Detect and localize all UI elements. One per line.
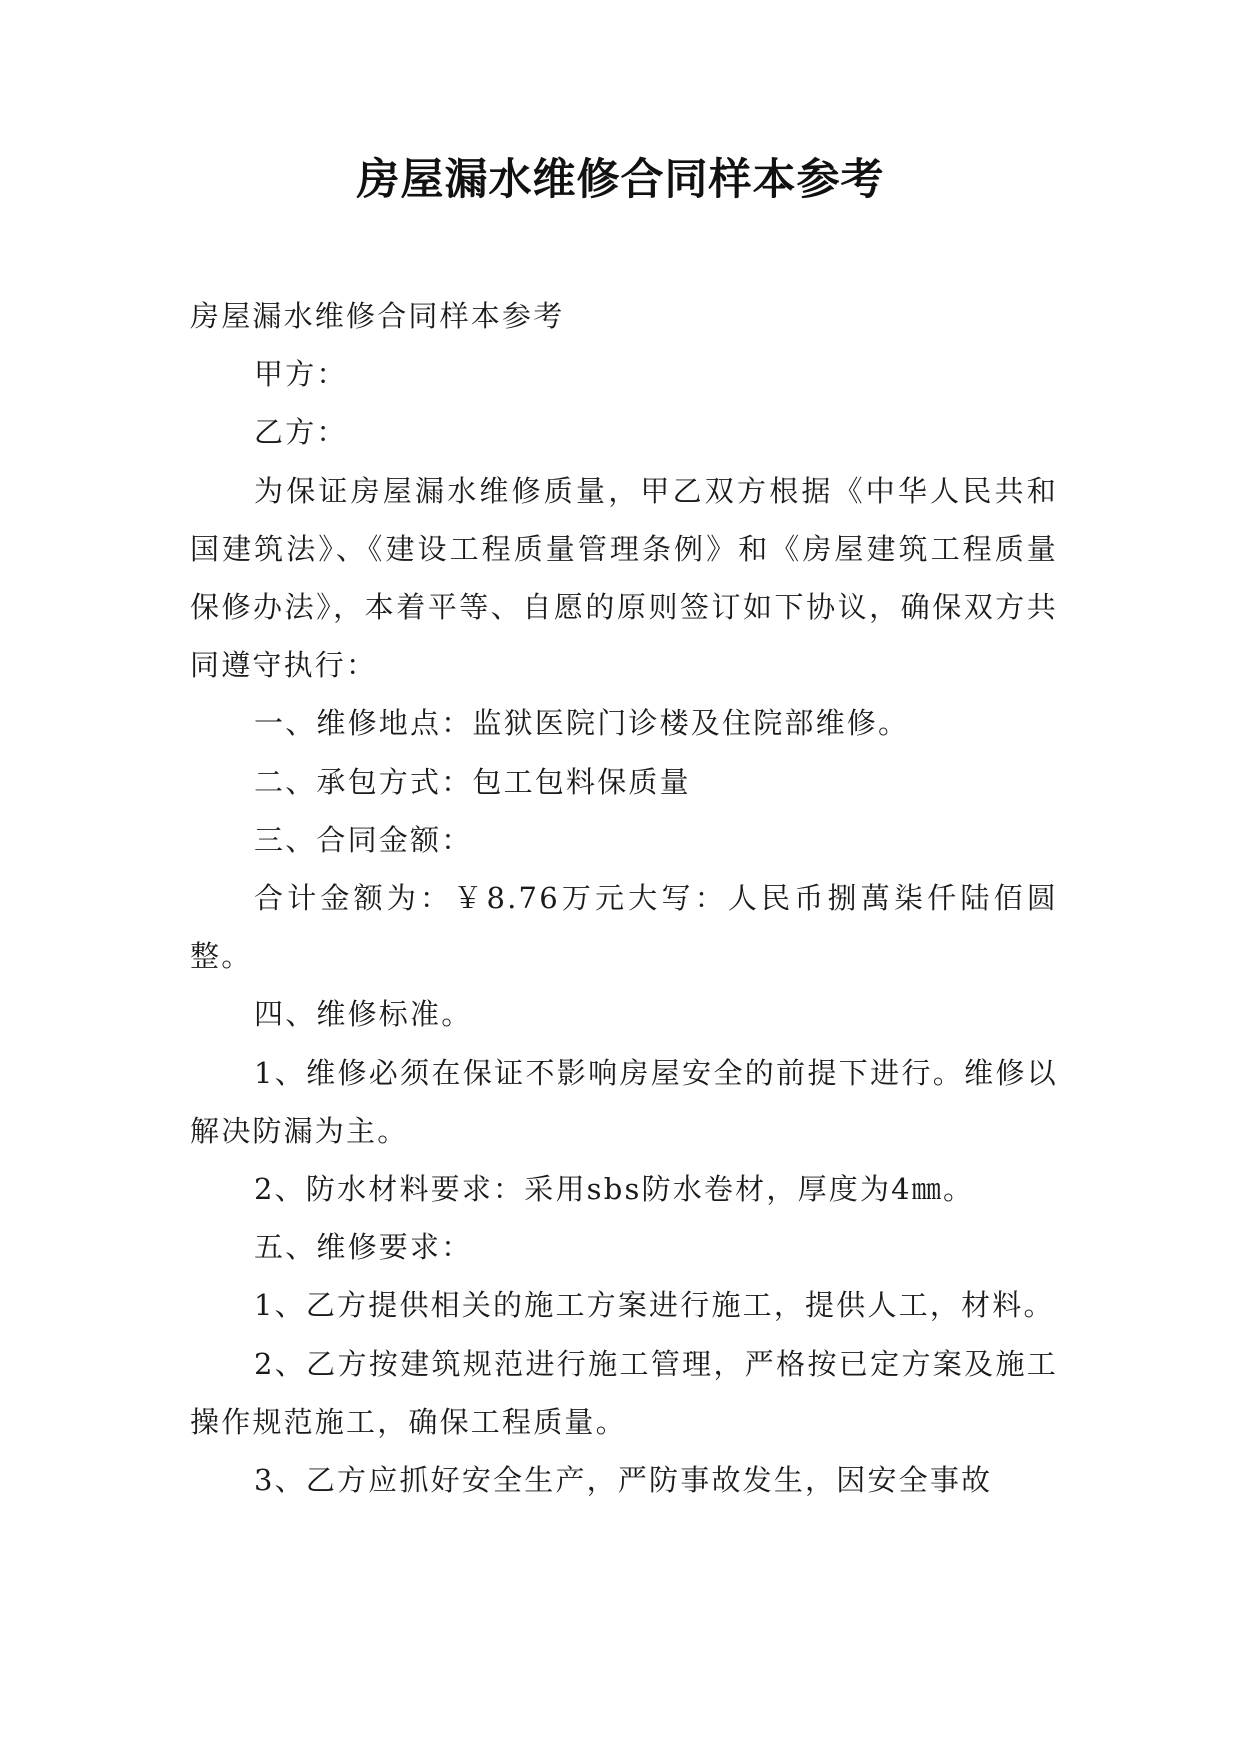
paragraph-heading: 房屋漏水维修合同样本参考: [190, 299, 565, 333]
paragraph-standard-1: 1、维修必须在保证不影响房屋安全的前提下进行。维修以解决防漏为主。: [190, 1055, 1058, 1148]
paragraph-standard-2: 2、防水材料要求：采用sbs防水卷材，厚度为4㎜。: [254, 1172, 975, 1207]
paragraph-amount-heading: 三、合同金额：: [254, 822, 473, 857]
paragraph-contract-method: 二、承包方式：包工包料保质量: [254, 764, 691, 799]
paragraph-requirement-3: 3、乙方应抓好安全生产，严防事故发生，因安全事故: [254, 1463, 993, 1498]
paragraph-party-b: 乙方：: [254, 415, 348, 450]
paragraph-standard-heading: 四、维修标准。: [254, 997, 473, 1032]
paragraph-requirement-1: 1、乙方提供相关的施工方案进行施工，提供人工，材料。: [254, 1288, 1055, 1323]
paragraph-requirements-heading: 五、维修要求：: [254, 1230, 473, 1265]
paragraph-requirement-2: 2、乙方按建筑规范进行施工管理，严格按已定方案及施工操作规范施工，确保工程质量。: [190, 1346, 1058, 1439]
document-title: 房屋漏水维修合同样本参考: [356, 155, 885, 205]
document-body: [190, 287, 1058, 1509]
paragraph-location: 一、维修地点：监狱医院门诊楼及住院部维修。: [254, 706, 910, 741]
paragraph-preamble: 为保证房屋漏水维修质量，甲乙双方根据《中华人民共和国建筑法》、《建设工程质量管理条例》和《房屋建筑工程质量保修办法》，本着平等、自愿的原则签订如下协议，确保双方共同遵守执行：: [190, 473, 1058, 683]
paragraph-party-a: 甲方：: [254, 357, 348, 392]
paragraph-amount: 合计金额为：￥8.76万元大写：人民币捌萬柒仟陆佰圆整。: [190, 881, 1058, 974]
